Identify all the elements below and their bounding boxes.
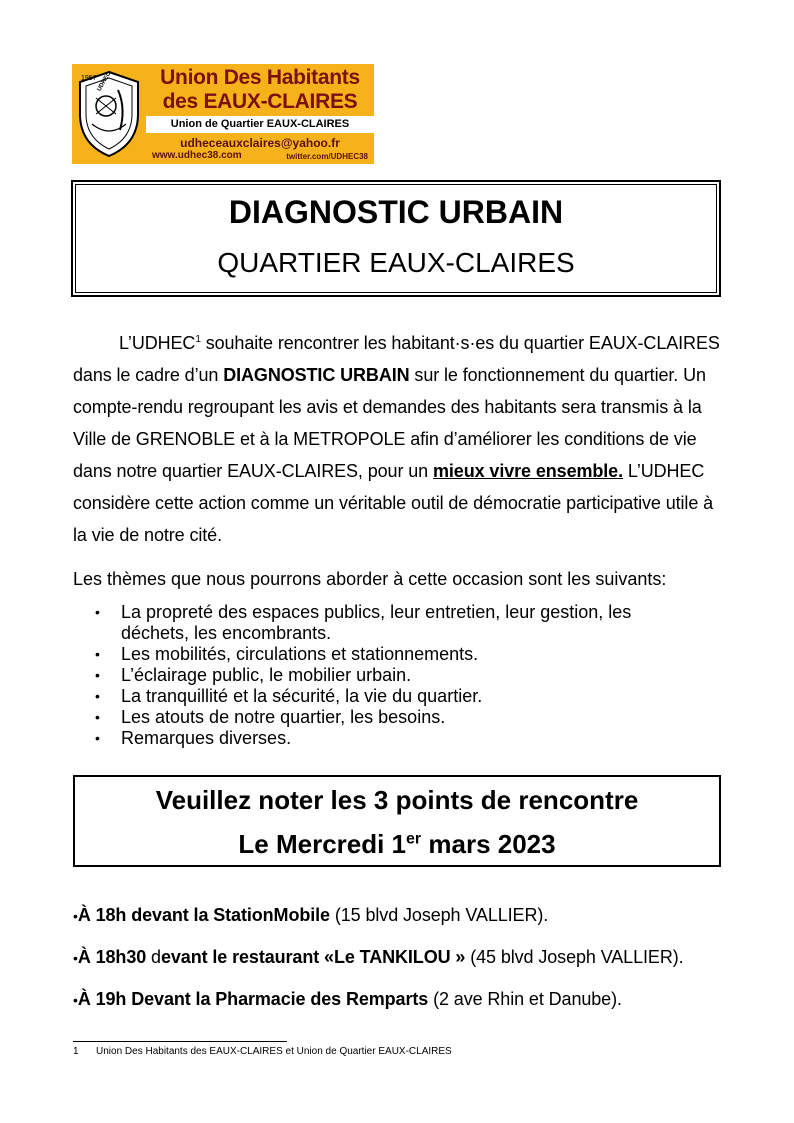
logo-line-2: des EAUX-CLAIRES xyxy=(162,90,358,113)
intro-text-3: sur le fonctionnement du quartier. Un compte-rendu regroupant les avis et demandes des habitants sera transmis à la Ville de GRENOBLE et à la METROPOLE afin d’améliorer les conditions de vie dans notre quartier EAUX-CLAIRES, pour un xyxy=(73,365,706,481)
list-item: • Les atouts de notre quartier, les besoins. xyxy=(95,707,446,727)
bullet-icon: • xyxy=(73,908,78,924)
intro-text-4: L’UDHEC considère cette action comme un véritable outil de démocratie participative utile à la vie de notre cité. xyxy=(73,461,714,545)
meeting-date: Le Mercredi 1er mars 2023 xyxy=(238,829,556,859)
bullet-icon: • xyxy=(95,646,100,662)
svg-text:1957: 1957 xyxy=(81,75,97,82)
themes-list xyxy=(73,602,693,749)
bullet-icon: • xyxy=(95,604,100,620)
list-item: • Remarques diverses. xyxy=(95,728,292,748)
bullet-icon: • xyxy=(95,688,100,704)
logo-website: www.udhec38.com xyxy=(152,150,242,161)
title-box xyxy=(71,180,721,297)
udhec-seal-emblem xyxy=(76,68,142,160)
logo-email: udheceauxclaires@yahoo.fr xyxy=(180,136,340,150)
footnote-separator xyxy=(73,1041,287,1042)
intro-bold-underlined: mieux vivre ensemble. xyxy=(432,461,623,481)
meeting-box xyxy=(73,775,721,867)
list-item: • La tranquillité et la sécurité, la vie du quartier. xyxy=(95,686,483,706)
document-subtitle: QUARTIER EAUX-CLAIRES xyxy=(217,247,575,278)
bullet-icon: • xyxy=(73,992,78,1008)
logo-subtitle: Union de Quartier EAUX-CLAIRES xyxy=(170,118,350,130)
document-title: DIAGNOSTIC URBAIN xyxy=(228,194,564,230)
bullet-icon: • xyxy=(95,730,100,746)
bullet-icon: • xyxy=(95,667,100,683)
bullet-icon: • xyxy=(73,950,78,966)
meeting-heading: Veuillez noter les 3 points de rencontre xyxy=(155,785,639,815)
list-item: • Les mobilités, circulations et stationnements. xyxy=(95,644,479,664)
logo-twitter: twitter.com/UDHEC38 xyxy=(286,152,368,161)
logo-line-1: Union Des Habitants xyxy=(160,66,360,89)
footnote xyxy=(73,1045,452,1059)
intro-paragraph xyxy=(73,327,725,551)
footnote-text: Union Des Habitants des EAUX-CLAIRES et Union de Quartier EAUX-CLAIRES xyxy=(96,1046,452,1057)
themes-intro: Les thèmes que nous pourrons aborder à cette occasion sont les suivants: xyxy=(73,569,667,589)
meeting-point: •À 19h Devant la Pharmacie des Remparts (2 ave Rhin et Danube). xyxy=(73,989,622,1009)
bullet-icon: • xyxy=(95,709,100,725)
intro-bold-diagnostic: DIAGNOSTIC URBAIN xyxy=(223,365,410,385)
meeting-point: •À 18h30 devant le restaurant «Le TANKILOU » (45 blvd Joseph VALLIER). xyxy=(73,947,684,967)
footnote-number: 1 xyxy=(73,1046,79,1057)
list-item: • L’éclairage public, le mobilier urbain. xyxy=(95,665,412,685)
list-item: • La propreté des espaces publics, leur entretien, leur gestion, les déchets, les encombrants. xyxy=(95,602,632,643)
footnote-ref: 1 xyxy=(195,334,201,345)
svg-text:UDHEC: UDHEC xyxy=(96,70,113,93)
intro-text-1: L’UDHEC xyxy=(119,333,196,353)
intro-text-2: souhaite rencontrer les habitant·s·es du quartier EAUX-CLAIRES dans le cadre d’un xyxy=(73,333,720,385)
meeting-point: •À 18h devant la StationMobile (15 blvd Joseph VALLIER). xyxy=(73,905,549,925)
udhec-logo-banner xyxy=(72,64,374,164)
